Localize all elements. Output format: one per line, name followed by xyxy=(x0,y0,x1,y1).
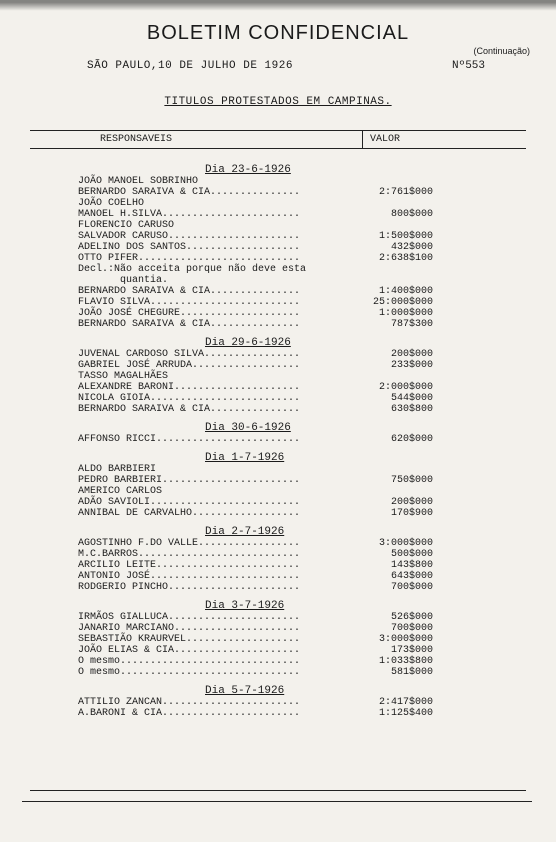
protested-value: 581$000 xyxy=(390,667,433,678)
entry-row xyxy=(0,297,556,308)
group-spacer xyxy=(0,445,556,452)
responsible-name: JOÃO COELHO xyxy=(78,198,145,209)
responsible-name: AGOSTINHO F.DO VALLE................. xyxy=(78,538,301,549)
responsible-name: quantia. xyxy=(120,275,169,286)
protested-value: 1:500$000 xyxy=(378,231,433,242)
entry-row xyxy=(0,697,556,708)
protested-value: 800$000 xyxy=(390,209,433,220)
group-spacer xyxy=(0,415,556,422)
responsible-name: AMERICO CARLOS xyxy=(78,486,163,497)
responsible-name: Decl.:Não acceita porque não deve esta xyxy=(78,264,307,275)
responsible-name: RODGERIO PINCHO...................... xyxy=(78,582,301,593)
bulletin-number: Nº553 xyxy=(452,60,486,72)
group-date-heading: Dia 23-6-1926 xyxy=(205,164,291,176)
group-spacer xyxy=(0,519,556,526)
responsible-name: ATTILIO ZANCAN....................... xyxy=(78,697,301,708)
table-top-rule xyxy=(30,130,526,131)
column-divider xyxy=(362,130,363,148)
responsible-name: AFFONSO RICCI........................ xyxy=(78,434,301,445)
entry-row xyxy=(0,371,556,382)
responsible-name: JOÃO JOSÉ CHEGURE.................... xyxy=(78,308,301,319)
responsible-name: FLAVIO SILVA......................... xyxy=(78,297,301,308)
entry-row xyxy=(0,497,556,508)
protest-entries xyxy=(0,164,556,719)
protested-value: 1:400$000 xyxy=(378,286,433,297)
entry-row xyxy=(0,571,556,582)
protested-value: 787$300 xyxy=(390,319,433,330)
protested-value: 2:761$000 xyxy=(378,187,433,198)
group-date-heading: Dia 1-7-1926 xyxy=(205,452,285,464)
entry-row xyxy=(0,360,556,371)
protested-value: 2:000$000 xyxy=(378,382,433,393)
entry-row xyxy=(0,253,556,264)
entry-row xyxy=(0,645,556,656)
protested-value: 500$000 xyxy=(390,549,433,560)
responsible-name: JUVENAL CARDOSO SILVA................ xyxy=(78,349,301,360)
entry-row xyxy=(0,349,556,360)
protested-value: 1:033$800 xyxy=(378,656,433,667)
responsible-name: FLORENCIO CARUSO xyxy=(78,220,175,231)
scan-top-edge xyxy=(0,0,556,18)
entry-row xyxy=(0,656,556,667)
responsible-name: JOÃO MANOEL SOBRINHO xyxy=(78,176,199,187)
protested-value: 750$000 xyxy=(390,475,433,486)
entry-row xyxy=(0,382,556,393)
protested-value: 1:000$000 xyxy=(378,308,433,319)
protested-value: 700$000 xyxy=(390,582,433,593)
entry-row xyxy=(0,264,556,275)
responsible-name: ADELINO DOS SANTOS................... xyxy=(78,242,301,253)
protested-value: 170$900 xyxy=(390,508,433,519)
protested-value: 200$000 xyxy=(390,497,433,508)
responsible-name: ARCILIO LEITE........................ xyxy=(78,560,301,571)
responsible-name: ADÃO SAVIOLI......................... xyxy=(78,497,301,508)
group-date-heading: Dia 5-7-1926 xyxy=(205,685,285,697)
protested-value: 173$000 xyxy=(390,645,433,656)
continuation-note: (Continuação) xyxy=(473,46,530,56)
entry-row xyxy=(0,623,556,634)
entry-row xyxy=(0,667,556,678)
entry-row xyxy=(0,404,556,415)
responsible-name: PEDRO BARBIERI....................... xyxy=(78,475,301,486)
entry-row xyxy=(0,486,556,497)
entry-row xyxy=(0,508,556,519)
protested-value: 200$000 xyxy=(390,349,433,360)
responsible-name: BERNARDO SARAIVA & CIA............... xyxy=(78,286,301,297)
responsible-name: GABRIEL JOSÉ ARRUDA.................. xyxy=(78,360,301,371)
protested-value: 620$000 xyxy=(390,434,433,445)
entry-row xyxy=(0,582,556,593)
protested-value: 1:125$400 xyxy=(378,708,433,719)
responsible-name: BERNARDO SARAIVA & CIA............... xyxy=(78,187,301,198)
entry-row xyxy=(0,393,556,404)
bottom-rule xyxy=(30,790,526,791)
protested-value: 700$000 xyxy=(390,623,433,634)
protested-value: 233$000 xyxy=(390,360,433,371)
entry-row xyxy=(0,475,556,486)
protested-value: 643$000 xyxy=(390,571,433,582)
responsible-name: ALDO BARBIERI xyxy=(78,464,157,475)
entry-row xyxy=(0,308,556,319)
entry-row xyxy=(0,319,556,330)
protested-value: 544$000 xyxy=(390,393,433,404)
group-date-heading: Dia 29-6-1926 xyxy=(205,337,291,349)
responsible-name: SEBASTIÃO KRAURVEL................... xyxy=(78,634,301,645)
bulletin-title: BOLETIM CONFIDENCIAL xyxy=(146,22,410,44)
entry-row xyxy=(0,231,556,242)
group-spacer xyxy=(0,330,556,337)
responsible-name: JANARIO MARCIANO..................... xyxy=(78,623,301,634)
entry-row xyxy=(0,209,556,220)
protested-value: 630$800 xyxy=(390,404,433,415)
entry-row xyxy=(0,275,556,286)
protested-value: 3:000$000 xyxy=(378,538,433,549)
protested-value: 2:638$100 xyxy=(378,253,433,264)
responsible-name: NICOLA GIOIA......................... xyxy=(78,393,301,404)
responsible-name: BERNARDO SARAIVA & CIA............... xyxy=(78,319,301,330)
entry-row xyxy=(0,242,556,253)
entry-row xyxy=(0,220,556,231)
group-spacer xyxy=(0,678,556,685)
responsible-name: O mesmo.............................. xyxy=(78,656,301,667)
entry-row xyxy=(0,198,556,209)
responsible-name: ANTONIO JOSÉ......................... xyxy=(78,571,301,582)
responsible-name: MANOEL H.SILVA....................... xyxy=(78,209,301,220)
responsible-name: IRMÃOS GIALLUCA...................... xyxy=(78,612,301,623)
entry-row xyxy=(0,560,556,571)
responsible-name: JOÃO ELIAS & CIA..................... xyxy=(78,645,301,656)
entry-row xyxy=(0,464,556,475)
entry-row xyxy=(0,187,556,198)
protested-value: 526$000 xyxy=(390,612,433,623)
responsible-name: O mesmo.............................. xyxy=(78,667,301,678)
responsible-name: M.C.BARROS........................... xyxy=(78,549,301,560)
responsible-name: ANNIBAL DE CARVALHO.................. xyxy=(78,508,301,519)
entry-row xyxy=(0,286,556,297)
protested-value: 143$800 xyxy=(390,560,433,571)
protested-value: 25:000$000 xyxy=(372,297,433,308)
responsible-name: BERNARDO SARAIVA & CIA............... xyxy=(78,404,301,415)
bottom-rule-double xyxy=(22,801,532,802)
group-date-heading: Dia 2-7-1926 xyxy=(205,526,285,538)
group-date-heading: Dia 3-7-1926 xyxy=(205,600,285,612)
protested-value: 432$000 xyxy=(390,242,433,253)
entry-row xyxy=(0,612,556,623)
entry-row xyxy=(0,538,556,549)
column-header-value: VALOR xyxy=(370,134,401,145)
entry-row xyxy=(0,634,556,645)
table-header-rule xyxy=(30,148,526,149)
entry-row xyxy=(0,434,556,445)
column-header-responsible: RESPONSAVEIS xyxy=(100,134,173,145)
responsible-name: OTTO PIFER........................... xyxy=(78,253,301,264)
place-date: SÃO PAULO,10 DE JULHO DE 1926 xyxy=(87,60,293,72)
group-date-heading: Dia 30-6-1926 xyxy=(205,422,291,434)
entry-row xyxy=(0,549,556,560)
entry-row xyxy=(0,176,556,187)
section-title: TITULOS PROTESTADOS EM CAMPINAS. xyxy=(164,96,392,108)
responsible-name: A.BARONI & CIA....................... xyxy=(78,708,301,719)
group-spacer xyxy=(0,593,556,600)
protested-value: 2:417$000 xyxy=(378,697,433,708)
responsible-name: ALEXANDRE BARONI..................... xyxy=(78,382,301,393)
protested-value: 3:000$000 xyxy=(378,634,433,645)
responsible-name: TASSO MAGALHÃES xyxy=(78,371,169,382)
responsible-name: SALVADOR CARUSO...................... xyxy=(78,231,301,242)
entry-row xyxy=(0,708,556,719)
